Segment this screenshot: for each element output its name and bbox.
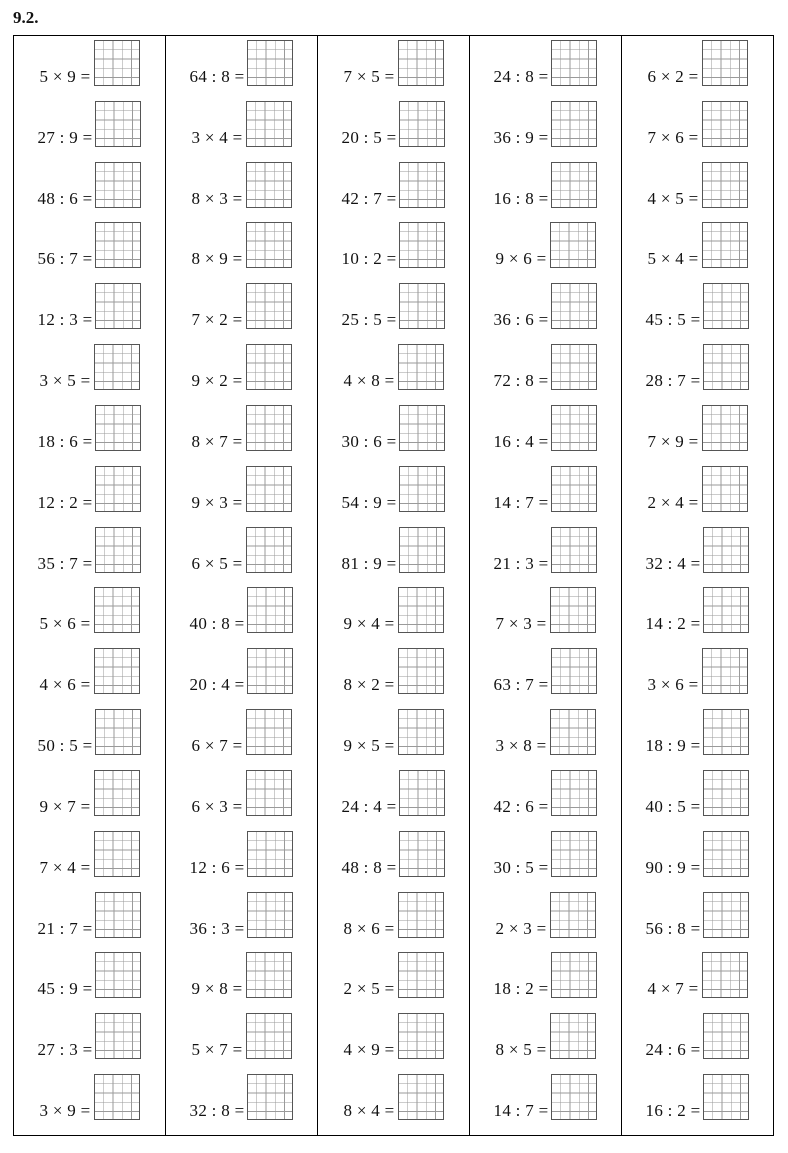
answer-box[interactable] xyxy=(398,344,444,390)
exercise-item xyxy=(470,466,621,527)
answer-box[interactable] xyxy=(550,709,596,755)
answer-box[interactable] xyxy=(399,162,445,208)
exercise-item xyxy=(470,1013,621,1074)
expression: 9 × 6 = xyxy=(495,249,547,269)
exercise-item xyxy=(470,952,621,1013)
exercise-item xyxy=(14,648,165,709)
answer-box[interactable] xyxy=(246,709,292,755)
exercise-item xyxy=(14,709,165,770)
expression: 48 : 8 = xyxy=(341,857,397,877)
expression: 24 : 4 = xyxy=(341,796,397,816)
answer-box[interactable] xyxy=(702,466,748,512)
answer-box[interactable] xyxy=(246,283,292,329)
answer-box[interactable] xyxy=(246,101,292,147)
exercise-item xyxy=(14,1013,165,1074)
answer-box[interactable] xyxy=(702,162,748,208)
expression: 9 × 4 = xyxy=(343,614,395,634)
answer-box[interactable] xyxy=(550,222,596,268)
expression: 8 × 3 = xyxy=(191,188,243,208)
answer-box[interactable] xyxy=(551,527,597,573)
expression: 64 : 8 = xyxy=(189,67,245,86)
expression: 42 : 7 = xyxy=(341,188,397,208)
answer-box[interactable] xyxy=(702,222,748,268)
answer-box[interactable] xyxy=(702,648,748,694)
answer-box[interactable] xyxy=(94,770,140,816)
exercise-item xyxy=(318,648,469,709)
answer-box[interactable] xyxy=(95,101,141,147)
exercise-item xyxy=(166,952,317,1013)
answer-box[interactable] xyxy=(399,831,445,877)
expression: 45 : 9 = xyxy=(37,979,93,999)
expression: 45 : 5 = xyxy=(645,310,701,330)
exercise-item xyxy=(318,770,469,831)
expression: 35 : 7 = xyxy=(37,553,93,573)
answer-box[interactable] xyxy=(399,283,445,329)
expression: 2 × 5 = xyxy=(343,979,395,999)
expression: 54 : 9 = xyxy=(341,492,397,512)
answer-box[interactable] xyxy=(399,770,445,816)
expression: 56 : 7 = xyxy=(37,249,93,269)
exercise-column-5 xyxy=(621,36,773,1135)
answer-box[interactable] xyxy=(398,892,444,938)
expression: 16 : 4 = xyxy=(493,431,549,451)
expression: 7 × 3 = xyxy=(495,614,547,634)
exercise-item xyxy=(622,101,773,162)
exercise-item xyxy=(318,283,469,344)
expression: 8 × 2 = xyxy=(343,675,395,695)
answer-box[interactable] xyxy=(703,527,749,573)
answer-box[interactable] xyxy=(551,952,597,998)
exercise-item xyxy=(470,40,621,101)
exercise-item xyxy=(622,1074,773,1135)
expression: 32 : 4 = xyxy=(645,553,701,573)
answer-box[interactable] xyxy=(551,344,597,390)
expression: 36 : 6 = xyxy=(493,310,549,330)
expression: 50 : 5 = xyxy=(37,736,93,756)
answer-box[interactable] xyxy=(551,40,597,86)
expression: 56 : 8 = xyxy=(645,918,701,938)
exercise-item xyxy=(470,648,621,709)
expression: 2 × 4 = xyxy=(647,492,699,512)
expression: 9 × 2 = xyxy=(191,371,243,391)
exercise-item xyxy=(622,344,773,405)
exercise-item xyxy=(318,709,469,770)
exercise-item xyxy=(470,1074,621,1135)
expression: 24 : 6 = xyxy=(645,1040,701,1060)
expression: 16 : 2 = xyxy=(645,1101,701,1121)
expression: 32 : 8 = xyxy=(189,1101,245,1121)
exercise-column-2 xyxy=(165,36,317,1135)
expression: 8 × 7 = xyxy=(191,431,243,451)
expression: 24 : 8 = xyxy=(493,67,549,86)
exercise-item xyxy=(14,770,165,831)
exercise-item xyxy=(470,283,621,344)
exercise-item xyxy=(318,466,469,527)
expression: 18 : 6 = xyxy=(37,431,93,451)
answer-box[interactable] xyxy=(550,587,596,633)
answer-box[interactable] xyxy=(703,587,749,633)
expression: 5 × 7 = xyxy=(191,1040,243,1060)
expression: 4 × 6 = xyxy=(39,675,91,695)
exercise-item xyxy=(318,162,469,223)
exercise-item xyxy=(318,587,469,648)
exercise-item xyxy=(166,405,317,466)
answer-box[interactable] xyxy=(247,831,293,877)
answer-box[interactable] xyxy=(246,952,292,998)
exercise-item xyxy=(470,101,621,162)
exercise-item xyxy=(318,101,469,162)
exercise-item xyxy=(622,892,773,953)
expression: 3 × 8 = xyxy=(495,736,547,756)
expression: 27 : 9 = xyxy=(37,127,93,147)
expression: 6 × 2 = xyxy=(647,67,699,86)
exercise-item xyxy=(14,101,165,162)
expression: 16 : 8 = xyxy=(493,188,549,208)
exercise-item xyxy=(166,344,317,405)
answer-box[interactable] xyxy=(399,466,445,512)
answer-box[interactable] xyxy=(246,770,292,816)
exercise-item xyxy=(318,527,469,588)
answer-box[interactable] xyxy=(550,1013,596,1059)
answer-box[interactable] xyxy=(551,466,597,512)
answer-box[interactable] xyxy=(94,648,140,694)
answer-box[interactable] xyxy=(95,405,141,451)
exercise-item xyxy=(166,892,317,953)
exercise-item xyxy=(14,831,165,892)
expression: 6 × 3 = xyxy=(191,796,243,816)
answer-box[interactable] xyxy=(247,648,293,694)
answer-box[interactable] xyxy=(703,770,749,816)
exercise-item xyxy=(470,770,621,831)
answer-box[interactable] xyxy=(702,952,748,998)
answer-box[interactable] xyxy=(95,162,141,208)
answer-box[interactable] xyxy=(246,466,292,512)
exercise-item xyxy=(622,770,773,831)
answer-box[interactable] xyxy=(399,405,445,451)
expression: 40 : 8 = xyxy=(189,614,245,634)
exercise-item xyxy=(622,1013,773,1074)
answer-box[interactable] xyxy=(702,101,748,147)
exercise-item xyxy=(622,222,773,283)
expression: 21 : 3 = xyxy=(493,553,549,573)
exercise-item xyxy=(14,283,165,344)
answer-box[interactable] xyxy=(94,344,140,390)
expression: 18 : 9 = xyxy=(645,736,701,756)
exercise-item xyxy=(622,283,773,344)
answer-box[interactable] xyxy=(95,892,141,938)
answer-box[interactable] xyxy=(703,283,749,329)
expression: 7 × 9 = xyxy=(647,431,699,451)
answer-box[interactable] xyxy=(247,892,293,938)
expression: 14 : 2 = xyxy=(645,614,701,634)
answer-box[interactable] xyxy=(94,1074,140,1120)
exercise-item xyxy=(622,40,773,101)
exercise-item xyxy=(14,892,165,953)
answer-box[interactable] xyxy=(246,162,292,208)
answer-box[interactable] xyxy=(398,1013,444,1059)
exercise-item xyxy=(470,527,621,588)
exercise-item xyxy=(166,283,317,344)
expression: 63 : 7 = xyxy=(493,675,549,695)
expression: 4 × 8 = xyxy=(343,371,395,391)
exercise-item xyxy=(622,466,773,527)
answer-box[interactable] xyxy=(703,1013,749,1059)
expression: 20 : 4 = xyxy=(189,675,245,695)
expression: 9 × 8 = xyxy=(191,979,243,999)
answer-box[interactable] xyxy=(551,283,597,329)
answer-box[interactable] xyxy=(246,344,292,390)
answer-box[interactable] xyxy=(247,587,293,633)
answer-box[interactable] xyxy=(398,40,444,86)
expression: 3 × 5 = xyxy=(39,371,91,391)
expression: 6 × 5 = xyxy=(191,553,243,573)
exercise-item xyxy=(622,587,773,648)
answer-box[interactable] xyxy=(551,1074,597,1120)
exercise-item xyxy=(622,648,773,709)
exercise-number: 9.2. xyxy=(13,8,39,27)
expression: 81 : 9 = xyxy=(341,553,397,573)
answer-box[interactable] xyxy=(95,709,141,755)
exercise-column-3 xyxy=(317,36,469,1135)
exercise-item xyxy=(166,527,317,588)
exercise-item xyxy=(166,40,317,101)
answer-box[interactable] xyxy=(94,40,140,86)
expression: 28 : 7 = xyxy=(645,371,701,391)
answer-box[interactable] xyxy=(246,222,292,268)
exercise-item xyxy=(470,587,621,648)
expression: 5 × 6 = xyxy=(39,614,91,634)
answer-box[interactable] xyxy=(94,831,140,877)
exercise-item xyxy=(622,831,773,892)
exercise-item xyxy=(622,952,773,1013)
exercise-item xyxy=(14,344,165,405)
exercise-item xyxy=(166,222,317,283)
exercise-column-1 xyxy=(14,36,165,1135)
answer-box[interactable] xyxy=(399,527,445,573)
exercise-item xyxy=(166,587,317,648)
exercise-item xyxy=(470,709,621,770)
expression: 5 × 9 = xyxy=(39,67,91,86)
exercise-item xyxy=(470,222,621,283)
answer-box[interactable] xyxy=(95,466,141,512)
exercise-item xyxy=(622,709,773,770)
exercise-item xyxy=(14,1074,165,1135)
answer-box[interactable] xyxy=(703,709,749,755)
exercise-item xyxy=(470,405,621,466)
exercise-item xyxy=(470,344,621,405)
expression: 27 : 3 = xyxy=(37,1040,93,1060)
exercise-item xyxy=(470,162,621,223)
expression: 2 × 3 = xyxy=(495,918,547,938)
answer-box[interactable] xyxy=(551,831,597,877)
answer-box[interactable] xyxy=(95,283,141,329)
answer-box[interactable] xyxy=(702,405,748,451)
answer-box[interactable] xyxy=(246,527,292,573)
expression: 8 × 9 = xyxy=(191,249,243,269)
expression: 7 × 4 = xyxy=(39,857,91,877)
expression: 30 : 6 = xyxy=(341,431,397,451)
answer-box[interactable] xyxy=(95,222,141,268)
expression: 3 × 9 = xyxy=(39,1101,91,1121)
exercise-item xyxy=(166,831,317,892)
exercise-item xyxy=(318,1013,469,1074)
exercise-item xyxy=(318,405,469,466)
answer-box[interactable] xyxy=(398,709,444,755)
answer-box[interactable] xyxy=(551,162,597,208)
expression: 12 : 2 = xyxy=(37,492,93,512)
expression: 3 × 4 = xyxy=(191,127,243,147)
answer-box[interactable] xyxy=(246,1013,292,1059)
expression: 7 × 2 = xyxy=(191,310,243,330)
answer-box[interactable] xyxy=(94,587,140,633)
answer-box[interactable] xyxy=(702,40,748,86)
exercise-item xyxy=(14,587,165,648)
expression: 72 : 8 = xyxy=(493,371,549,391)
expression: 12 : 6 = xyxy=(189,857,245,877)
answer-box[interactable] xyxy=(398,587,444,633)
answer-box[interactable] xyxy=(551,770,597,816)
exercise-item xyxy=(622,405,773,466)
exercise-table xyxy=(13,35,774,1136)
expression: 12 : 3 = xyxy=(37,310,93,330)
expression: 5 × 4 = xyxy=(647,249,699,269)
expression: 10 : 2 = xyxy=(341,249,397,269)
answer-box[interactable] xyxy=(95,952,141,998)
expression: 40 : 5 = xyxy=(645,796,701,816)
answer-box[interactable] xyxy=(398,1074,444,1120)
expression: 8 × 4 = xyxy=(343,1101,395,1121)
exercise-item xyxy=(318,831,469,892)
answer-box[interactable] xyxy=(95,1013,141,1059)
expression: 90 : 9 = xyxy=(645,857,701,877)
exercise-item xyxy=(14,466,165,527)
exercise-item xyxy=(14,222,165,283)
expression: 20 : 5 = xyxy=(341,127,397,147)
exercise-item xyxy=(166,648,317,709)
answer-box[interactable] xyxy=(551,405,597,451)
expression: 4 × 7 = xyxy=(647,979,699,999)
exercise-item xyxy=(166,162,317,223)
expression: 6 × 7 = xyxy=(191,736,243,756)
expression: 3 × 6 = xyxy=(647,675,699,695)
exercise-item xyxy=(318,344,469,405)
expression: 9 × 3 = xyxy=(191,492,243,512)
answer-box[interactable] xyxy=(551,101,597,147)
exercise-item xyxy=(14,162,165,223)
expression: 4 × 5 = xyxy=(647,188,699,208)
answer-box[interactable] xyxy=(247,1074,293,1120)
expression: 8 × 5 = xyxy=(495,1040,547,1060)
expression: 14 : 7 = xyxy=(493,1101,549,1121)
exercise-item xyxy=(622,527,773,588)
answer-box[interactable] xyxy=(95,527,141,573)
exercise-item xyxy=(14,405,165,466)
expression: 42 : 6 = xyxy=(493,796,549,816)
exercise-item xyxy=(166,1013,317,1074)
exercise-item xyxy=(318,40,469,101)
answer-box[interactable] xyxy=(399,101,445,147)
answer-box[interactable] xyxy=(703,831,749,877)
expression: 9 × 7 = xyxy=(39,796,91,816)
answer-box[interactable] xyxy=(703,892,749,938)
answer-box[interactable] xyxy=(398,952,444,998)
answer-box[interactable] xyxy=(247,40,293,86)
exercise-item xyxy=(166,770,317,831)
expression: 21 : 7 = xyxy=(37,918,93,938)
answer-box[interactable] xyxy=(399,222,445,268)
answer-box[interactable] xyxy=(398,648,444,694)
expression: 25 : 5 = xyxy=(341,310,397,330)
exercise-item xyxy=(14,952,165,1013)
exercise-item xyxy=(318,222,469,283)
exercise-column-4 xyxy=(469,36,621,1135)
expression: 30 : 5 = xyxy=(493,857,549,877)
exercise-item xyxy=(166,1074,317,1135)
expression: 8 × 6 = xyxy=(343,918,395,938)
expression: 48 : 6 = xyxy=(37,188,93,208)
exercise-item xyxy=(470,831,621,892)
exercise-item xyxy=(470,892,621,953)
expression: 7 × 5 = xyxy=(343,67,395,86)
exercise-item xyxy=(622,162,773,223)
expression: 4 × 9 = xyxy=(343,1040,395,1060)
expression: 36 : 3 = xyxy=(189,918,245,938)
answer-box[interactable] xyxy=(550,892,596,938)
expression: 7 × 6 = xyxy=(647,127,699,147)
exercise-item xyxy=(318,952,469,1013)
exercise-item xyxy=(14,527,165,588)
answer-box[interactable] xyxy=(246,405,292,451)
expression: 36 : 9 = xyxy=(493,127,549,147)
exercise-item xyxy=(318,892,469,953)
answer-box[interactable] xyxy=(703,344,749,390)
exercise-item xyxy=(166,101,317,162)
exercise-item xyxy=(318,1074,469,1135)
answer-box[interactable] xyxy=(551,648,597,694)
exercise-item xyxy=(166,709,317,770)
exercise-item xyxy=(166,466,317,527)
expression: 9 × 5 = xyxy=(343,736,395,756)
expression: 18 : 2 = xyxy=(493,979,549,999)
expression: 14 : 7 = xyxy=(493,492,549,512)
answer-box[interactable] xyxy=(703,1074,749,1120)
exercise-item xyxy=(14,40,165,101)
